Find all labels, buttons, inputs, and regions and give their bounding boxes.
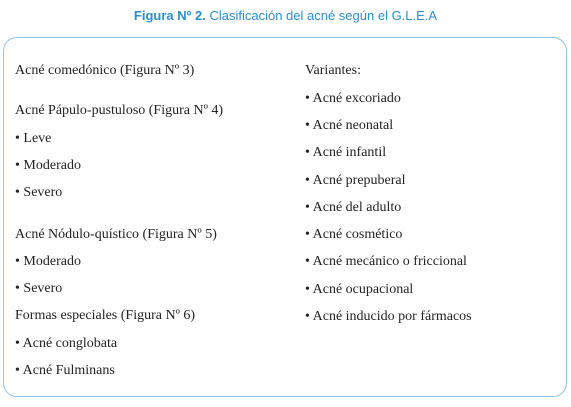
acne-comedonico: Acné comedónico (Figura Nº 3) [15,63,195,78]
variante-prepuberal: • Acné prepuberal [305,173,406,188]
acne-papulo-pustuloso: Acné Pápulo-pustuloso (Figura Nº 4) [15,103,224,118]
papulo-pustuloso-severo: • Severo [15,185,63,200]
figure-caption-label: Figura Nº 2. [133,8,206,23]
acne-conglobata: • Acné conglobata [15,336,118,351]
figure-caption [0,8,571,23]
variante-cosmetico: • Acné cosmético [305,227,403,242]
nodulo-quistico-severo: • Severo [15,281,63,296]
papulo-pustuloso-leve: • Leve [15,131,52,146]
figure-caption-text: Clasificación del acné según el G.L.E.A [205,8,438,23]
variante-ocupacional: • Acné ocupacional [305,282,414,297]
papulo-pustuloso-moderado: • Moderado [15,158,81,173]
acne-fulminans: • Acné Fulminans [15,363,115,378]
variante-excoriado: • Acné excoriado [305,91,401,106]
acne-nodulo-quistico: Acné Nódulo-quístico (Figura Nº 5) [15,227,217,242]
nodulo-quistico-moderado: • Moderado [15,254,81,269]
variante-adulto: • Acné del adulto [305,200,402,215]
variantes-heading: Variantes: [305,63,361,78]
variante-farmacos: • Acné inducido por fármacos [305,309,472,324]
formas-especiales: Formas especiales (Figura Nº 6) [15,308,196,323]
variante-neonatal: • Acné neonatal [305,118,394,133]
variante-infantil: • Acné infantil [305,145,387,160]
variante-mecanico: • Acné mecánico o friccional [305,254,467,269]
